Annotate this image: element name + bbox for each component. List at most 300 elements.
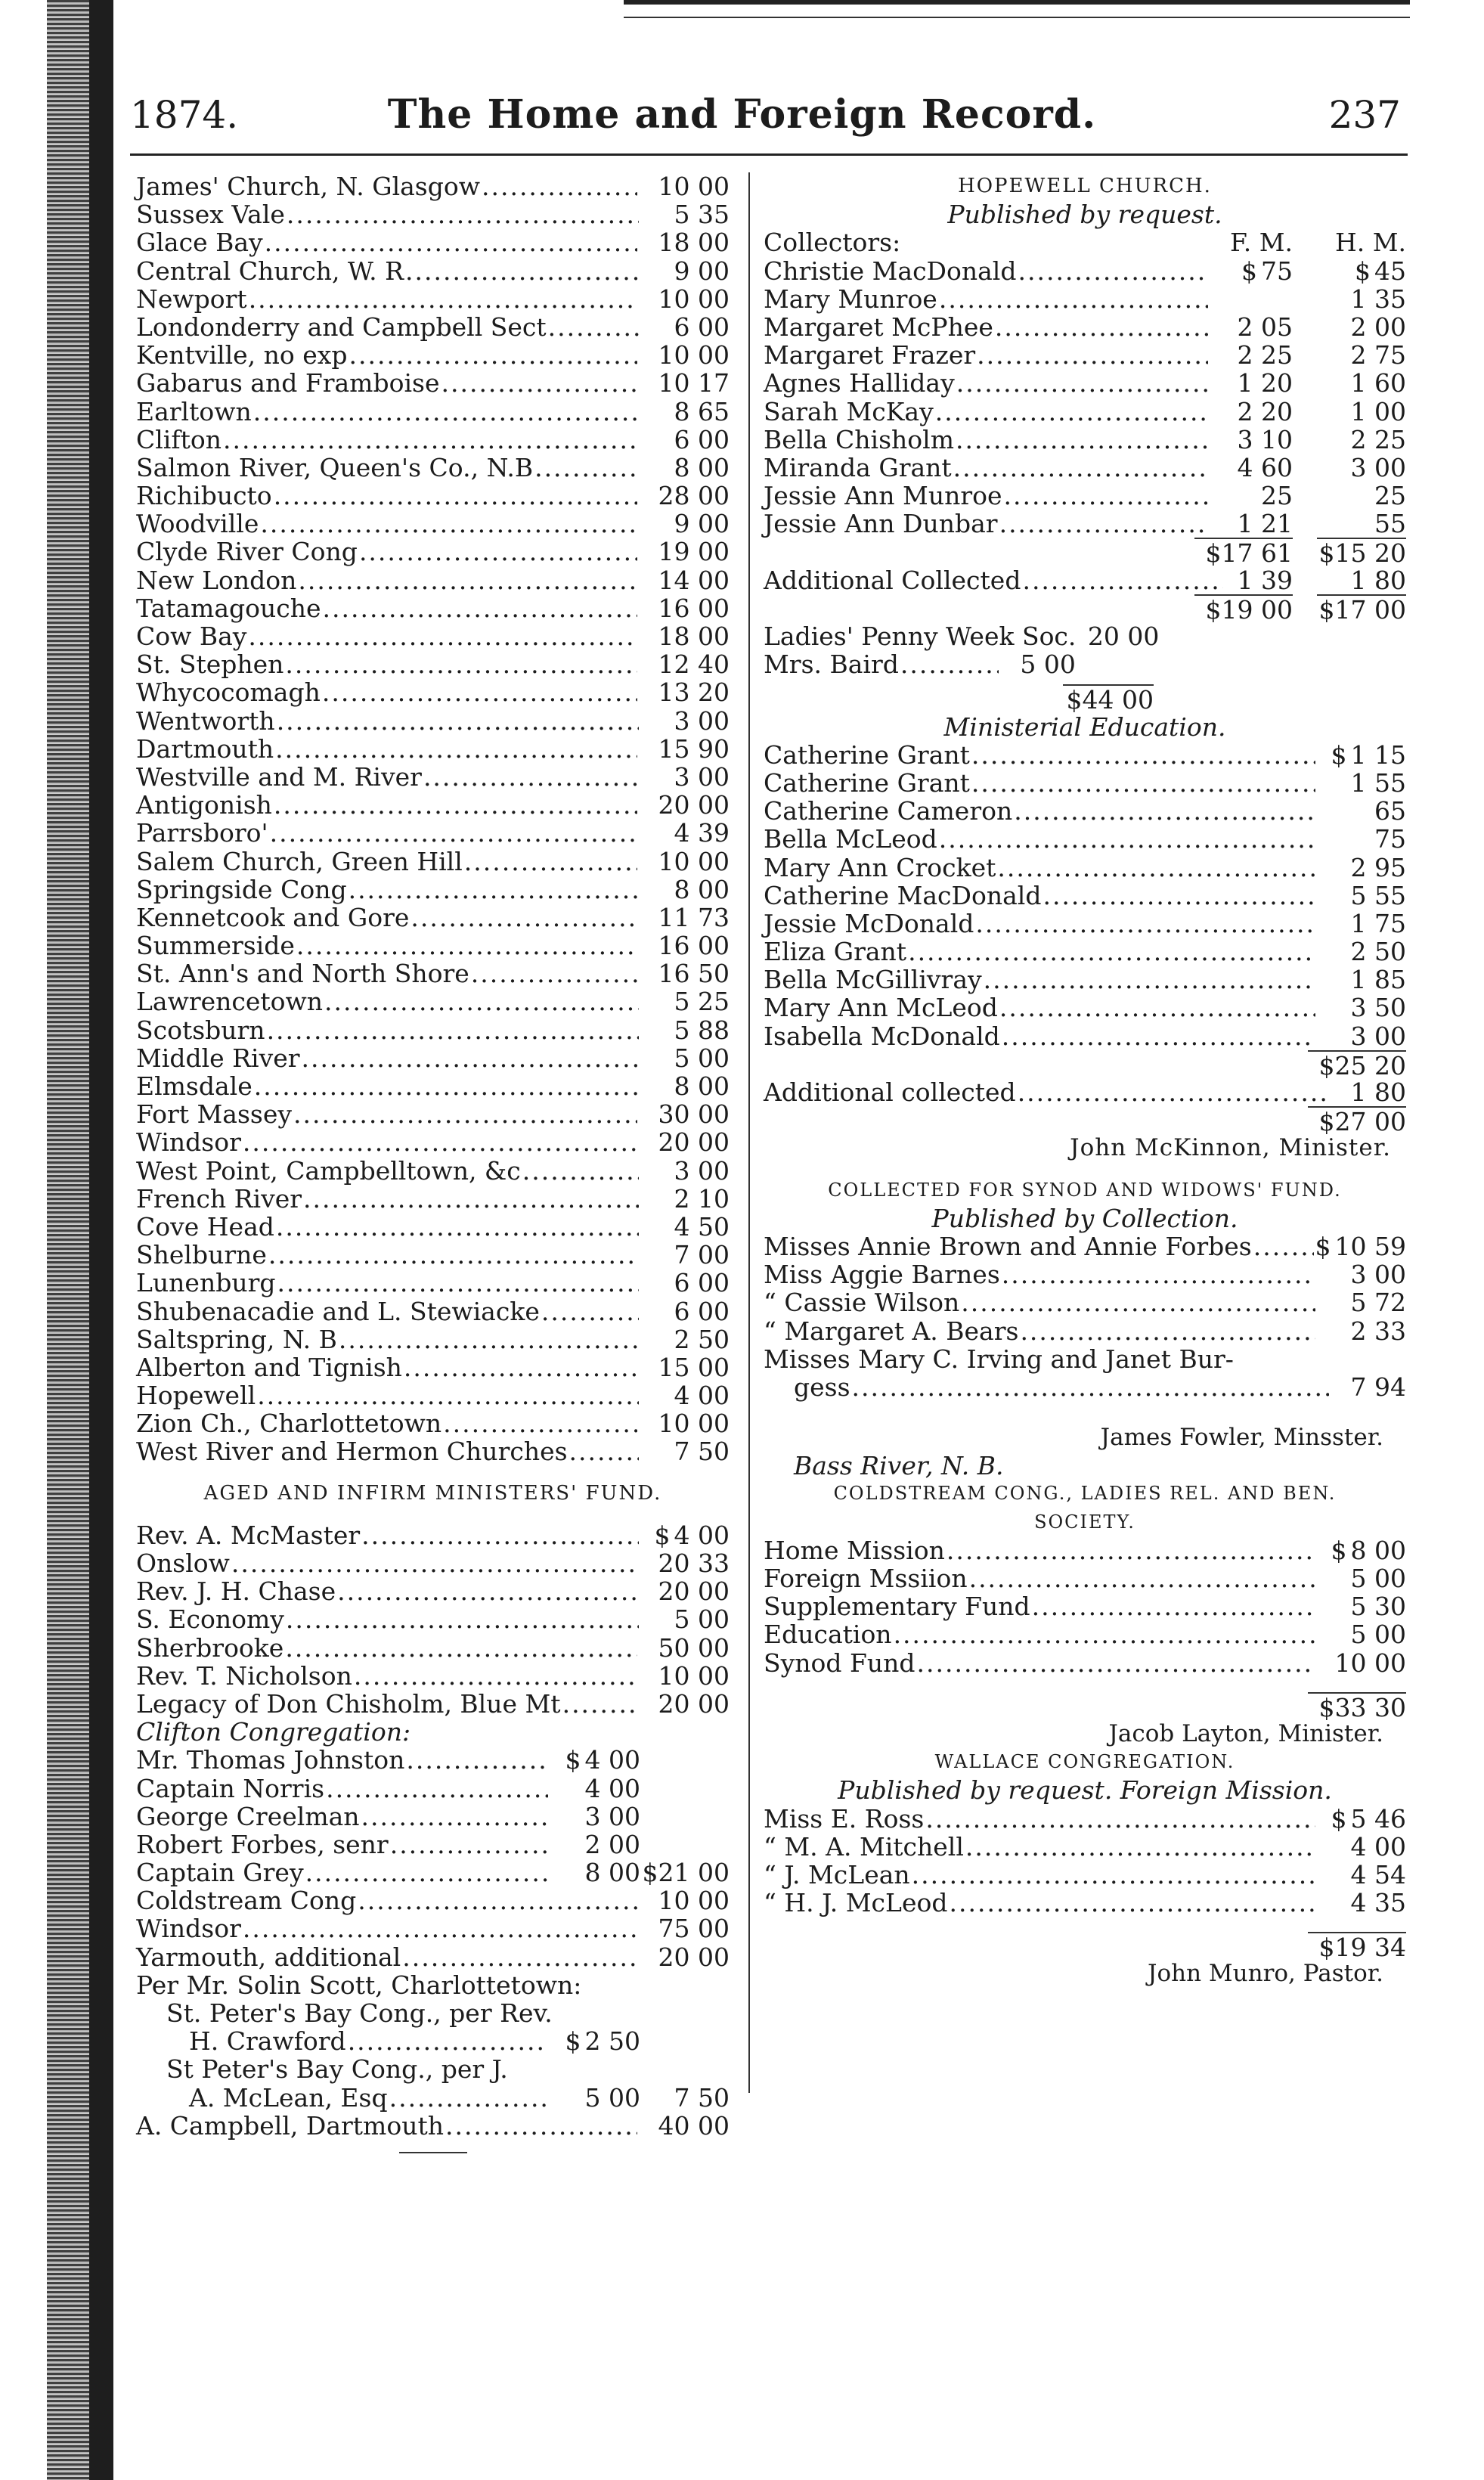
header-page-number: 237 [1328, 93, 1401, 137]
entry-amount [640, 1381, 730, 1409]
entry-amount-value: 20 00 [658, 1127, 730, 1158]
dot-leader [999, 510, 1208, 538]
spacer [1154, 684, 1406, 712]
entry-subamount [550, 1858, 640, 1886]
header-rule [130, 153, 1408, 156]
ledger-row [136, 1241, 730, 1269]
collector-hm [1293, 398, 1406, 426]
entry-name: Tatamagouche [136, 593, 321, 623]
synod-burgess-row [764, 1373, 1406, 1401]
entry-amount-value: 18 00 [658, 228, 730, 258]
entry-name: Glace Bay [136, 228, 263, 258]
entry-amount-value: 3 00 [674, 705, 730, 736]
entry-amount-value: 4 00 [674, 1381, 730, 1411]
ladies-soc-amount: 20 00 [1087, 622, 1160, 651]
collector-name: Bella Chisholm [764, 424, 955, 454]
entry-name: Captain Grey [136, 1858, 304, 1888]
ledger-row [136, 285, 730, 313]
dollar-sign: $ [654, 1520, 671, 1550]
ledger-row [136, 1831, 730, 1858]
entry-amount [639, 1690, 730, 1718]
collector-fm-value: 1 21 [1237, 509, 1293, 539]
entry-amount-value: 3 00 [674, 1155, 730, 1186]
entry-amount [1317, 1620, 1406, 1648]
dot-leader [260, 510, 639, 538]
ledger-row [136, 426, 730, 454]
collector-fm-value: 1 20 [1237, 368, 1293, 398]
ledger-row [136, 1325, 730, 1353]
campbell-row [136, 2112, 730, 2140]
entry-amount [639, 594, 730, 622]
dot-leader [354, 1662, 637, 1690]
entry-amount [1317, 1317, 1406, 1345]
collector-fm [1210, 454, 1293, 482]
collector-row [764, 341, 1406, 369]
dot-leader [339, 1325, 639, 1353]
entry-name: Windsor [136, 1127, 241, 1158]
entry-name: Shelburne [136, 1240, 267, 1270]
entry-amount-value: 10 00 [658, 172, 730, 201]
ledger-row [764, 966, 1406, 994]
clifton-list [136, 1746, 730, 1886]
dollar-sign: $ [1355, 256, 1371, 286]
entry-amount [640, 1325, 730, 1353]
aged-fund-after-list [136, 1886, 730, 1971]
entry-name: St. Ann's and North Shore [136, 959, 469, 989]
entry-amount [640, 200, 730, 228]
dot-leader [1002, 1022, 1315, 1050]
dot-leader [296, 932, 637, 959]
entry-subamount [550, 1831, 640, 1858]
ledger-row [764, 1889, 1406, 1917]
dot-leader [443, 1409, 637, 1437]
entry-name: Earltown [136, 396, 252, 426]
ledger-row [136, 200, 730, 228]
entry-name: Kentville, no exp [136, 340, 348, 370]
entry-amount [640, 1185, 730, 1213]
right-column [764, 172, 1406, 1989]
entry-amount [639, 285, 730, 313]
dot-leader [274, 482, 637, 510]
entry-amount: 7 50 [674, 2082, 730, 2113]
dot-leader [275, 735, 637, 763]
dot-leader [939, 825, 1315, 853]
entry-amount-value: 4 00 [674, 1520, 730, 1550]
collectors-header-row [764, 228, 1406, 256]
entry-amount [639, 566, 730, 594]
entry-amount [639, 1886, 730, 1914]
dot-leader [349, 876, 639, 904]
collector-fm [1210, 341, 1293, 369]
hopewell-subtotal-fm: $17 61 [1194, 538, 1293, 566]
ledger-row [136, 1185, 730, 1213]
entry-amount-value: 1 15 [1350, 739, 1406, 770]
ledger-row [136, 650, 730, 678]
entry-amount-value: 15 90 [658, 733, 730, 764]
entry-subamount [550, 1746, 640, 1774]
spacer [900, 228, 1194, 256]
entry-amount [1317, 1889, 1406, 1917]
wallace-list [764, 1805, 1406, 1917]
entry-name: Cow Bay [136, 622, 247, 651]
entry-amount [639, 1549, 730, 1577]
entry-name: Foreign Mssiion [764, 1564, 968, 1593]
dot-leader [971, 741, 1315, 769]
entry-name: West Point, Campbelltown, &c [136, 1155, 521, 1186]
ledger-row [764, 1260, 1406, 1288]
entry-name: Hopewell [136, 1381, 256, 1411]
entry-name: Bella McLeod [764, 824, 937, 854]
entry-amount-value: 8 00 [674, 874, 730, 904]
entry-name: Middle River [136, 1043, 300, 1073]
entry-amount-value: 75 [1374, 824, 1406, 854]
baird-label: Mrs. Baird [764, 649, 899, 680]
entry-amount [640, 1241, 730, 1269]
collector-row [764, 369, 1406, 397]
entry-name: Mr. Thomas Johnston [136, 1745, 405, 1775]
entry-name: Supplementary Fund [764, 1592, 1030, 1622]
collector-name: Sarah McKay [764, 396, 934, 426]
entry-amount-value: 16 00 [658, 931, 730, 961]
ledger-row [764, 1317, 1406, 1345]
entry-amount-value: 10 00 [658, 1886, 730, 1916]
entry-amount [1317, 825, 1406, 853]
entry-amount-value: 5 30 [1350, 1592, 1406, 1622]
column-end-rule [399, 2152, 467, 2153]
entry-name: Londonderry and Campbell Sect [136, 312, 547, 342]
dot-leader [1002, 1260, 1315, 1288]
entry-amount-value: 10 00 [658, 340, 730, 370]
entry-name: “ Cassie Wilson [764, 1288, 960, 1318]
ledger-row [136, 959, 730, 987]
entry-amount [1315, 1232, 1406, 1260]
entry-amount-value: 5 35 [674, 200, 730, 230]
entry-amount [639, 369, 730, 397]
entry-name: Captain Norris [136, 1773, 325, 1803]
dot-leader [935, 398, 1208, 426]
entry-amount [640, 819, 730, 847]
entry-amount-value: 1 85 [1350, 965, 1406, 995]
entry-amount [640, 398, 730, 426]
entry-amount [640, 987, 730, 1015]
entry-amount-value: 8 65 [674, 396, 730, 426]
entry-amount [640, 1044, 730, 1072]
entry-name: Summerside [136, 931, 295, 961]
collector-fm [1210, 257, 1293, 285]
dollar-sign: $ [565, 1745, 581, 1775]
dot-leader [254, 1072, 639, 1100]
spacer [764, 1401, 1406, 1424]
dot-leader [270, 819, 639, 847]
ledger-row [136, 1943, 730, 1971]
collector-row [764, 426, 1406, 454]
entry-amount [1317, 769, 1406, 797]
entry-amount-value: 5 72 [1350, 1288, 1406, 1318]
collector-hm [1293, 285, 1406, 313]
entry-name: “ Margaret A. Bears [764, 1316, 1019, 1346]
entry-amount [1317, 882, 1406, 910]
collector-fm [1210, 369, 1293, 397]
dot-leader [984, 966, 1315, 994]
ledger-row [136, 1662, 730, 1690]
entry-name: Sussex Vale [136, 200, 285, 230]
dot-leader [359, 538, 637, 566]
dot-leader [265, 228, 637, 256]
entry-amount [640, 1016, 730, 1044]
entry-amount-value: 5 00 [674, 1604, 730, 1635]
dot-leader [894, 1620, 1315, 1648]
collector-hm [1293, 510, 1406, 538]
entry-subamount [550, 2027, 640, 2055]
entry-name: Robert Forbes, senr [136, 1829, 389, 1859]
ledger-row [136, 1044, 730, 1072]
dollar-sign: $ [565, 2026, 581, 2057]
dot-leader [445, 2112, 637, 2140]
entry-amount [639, 228, 730, 256]
collector-name: Agnes Halliday [764, 368, 955, 398]
dot-leader [908, 938, 1315, 966]
entry-amount-value: 10 17 [658, 368, 730, 398]
ledger-row [764, 1592, 1406, 1620]
entry-subamount-value: 3 00 [584, 1801, 640, 1831]
dot-leader [348, 2027, 548, 2055]
dot-leader [925, 1805, 1315, 1833]
education-additional-row [764, 1078, 1406, 1106]
entry-amount-value: 6 00 [674, 1296, 730, 1326]
entry-amount-value: 5 55 [1350, 880, 1406, 910]
collector-row [764, 398, 1406, 426]
ledger-row [764, 825, 1406, 853]
baird-amount: 5 00 [1020, 649, 1076, 680]
entry-amount-value: 7 00 [674, 1240, 730, 1270]
hopewell-signature: John McKinnon, Minister. [1070, 1134, 1391, 1162]
spacer [764, 684, 1063, 712]
dot-leader [423, 763, 639, 791]
dollar-sign: $ [1331, 739, 1347, 770]
entry-name: Central Church, W. R [136, 256, 404, 286]
dot-leader [1253, 1232, 1314, 1260]
entry-name: Catherine Cameron [764, 796, 1013, 826]
dot-leader [953, 454, 1208, 482]
spacer [764, 1163, 1406, 1176]
mclean-row [136, 2084, 730, 2112]
clifton-heading: Clifton Congregation: [136, 1717, 411, 1747]
entry-amount-value: 12 40 [658, 649, 730, 680]
entry-name: H. Crawford [189, 2026, 346, 2057]
dot-leader [411, 904, 637, 932]
entry-name: Zion Ch., Charlottetown [136, 1409, 442, 1439]
dot-leader [276, 1213, 639, 1241]
dot-leader [231, 1549, 637, 1577]
collector-hm-value: 2 25 [1350, 424, 1406, 454]
entry-name: Whycocomagh [136, 677, 321, 708]
entry-amount-value: 20 33 [658, 1548, 730, 1578]
dot-leader [322, 678, 637, 706]
entry-amount [640, 1297, 730, 1325]
hopewell-heading: HOPEWELL CHURCH. [958, 175, 1212, 197]
dot-leader [285, 650, 637, 678]
collector-hm [1293, 257, 1406, 285]
wallace-signature: John Munro, Pastor. [1148, 1960, 1383, 1988]
ledger-row [136, 1016, 730, 1044]
spacer [764, 538, 1194, 566]
entry-name: Legacy of Don Chisholm, Blue Mt [136, 1688, 561, 1719]
entry-amount: $21 00 [642, 1858, 730, 1888]
entry-name: Catherine Grant [764, 767, 970, 798]
entry-amount-value: 10 00 [658, 1409, 730, 1439]
collector-hm-value: 55 [1374, 509, 1406, 539]
aged-fund-list [136, 1521, 730, 1718]
dot-leader [404, 1353, 637, 1381]
entry-name: Salmon River, Queen's Co., N.B [136, 452, 534, 482]
entry-name: Coldstream Cong [136, 1886, 357, 1916]
spacer [136, 1508, 730, 1521]
wallace-heading: WALLACE CONGREGATION. [934, 1751, 1235, 1773]
entry-name: Alberton and Tignish [136, 1352, 402, 1382]
per-line-2: St. Peter's Bay Cong., per Rev. [166, 1998, 553, 2028]
hm-column-label: H. M. [1334, 228, 1406, 258]
entry-amount [639, 848, 730, 876]
ledger-row [136, 932, 730, 959]
ledger-row [764, 882, 1406, 910]
entry-amount [1317, 966, 1406, 994]
entry-name: “ H. J. McLeod [764, 1888, 948, 1918]
collector-row [764, 510, 1406, 538]
column-divider [748, 172, 750, 2093]
entry-name: S. Economy [136, 1604, 284, 1635]
ledger-row [136, 313, 730, 341]
entry-name: Antigonish [136, 790, 272, 820]
collector-name: Margaret Frazer [764, 340, 976, 370]
entry-name: James' Church, N. Glasgow [136, 172, 480, 201]
synod-signature: James Fowler, Minsster. [1100, 1424, 1383, 1452]
ledger-row [136, 1775, 730, 1803]
ledger-row [136, 1157, 730, 1185]
ledger-row [136, 1521, 730, 1549]
synod-list [764, 1232, 1406, 1345]
collector-fm-value: 2 25 [1237, 340, 1293, 370]
entry-amount [1317, 1805, 1406, 1833]
collector-hm-value: 1 35 [1350, 284, 1406, 314]
hopewell-total-fm: $19 00 [1194, 594, 1293, 622]
ledger-row [136, 987, 730, 1015]
dot-leader [482, 172, 637, 200]
entry-amount-value: 19 00 [658, 537, 730, 567]
entry-name: Education [764, 1620, 892, 1650]
ladies-soc-label: Ladies' Penny Week Soc. [764, 622, 1077, 651]
ledger-row [136, 538, 730, 566]
dot-leader [965, 1833, 1315, 1861]
dot-leader [995, 313, 1208, 341]
entry-amount [640, 763, 730, 791]
dot-leader [243, 1914, 637, 1942]
entry-name: Springside Cong [136, 874, 347, 904]
ledger-row [136, 257, 730, 285]
entry-amount [640, 426, 730, 454]
entry-amount-value: 4 50 [674, 1211, 730, 1242]
hopewell-total-row [764, 594, 1406, 625]
ledger-row [764, 741, 1406, 769]
entry-amount [640, 1157, 730, 1185]
baird-row [764, 650, 1406, 678]
ledger-row [764, 1833, 1406, 1861]
ledger-row [136, 510, 730, 538]
entry-amount [639, 1577, 730, 1605]
entry-amount [1317, 910, 1406, 938]
dot-leader [361, 1521, 639, 1549]
dot-leader [949, 1889, 1315, 1917]
ledger-row [764, 938, 1406, 966]
synod-subheading: Published by Collection. [931, 1203, 1238, 1233]
ledger-row [136, 1381, 730, 1409]
hopewell-grand-total: $44 00 [1063, 684, 1154, 712]
ledger-row [764, 1232, 1406, 1260]
entry-amount-value: 6 00 [674, 424, 730, 454]
ledger-row [136, 2027, 730, 2055]
entry-name: Saltspring, N. B [136, 1324, 337, 1354]
entry-amount-value: 30 00 [658, 1099, 730, 1130]
collector-hm-value: 1 00 [1350, 396, 1406, 426]
dot-leader [1032, 1592, 1315, 1620]
entry-amount-value: 18 00 [658, 622, 730, 651]
entry-name: Salem Church, Green Hill [136, 846, 463, 876]
dot-leader [324, 987, 639, 1015]
collector-fm [1210, 510, 1293, 538]
entry-name: A. McLean, Esq [189, 2082, 388, 2113]
entry-amount-value: 16 00 [658, 593, 730, 623]
top-double-rule [624, 0, 1410, 18]
education-list [764, 741, 1406, 1050]
ledger-row [136, 1437, 730, 1465]
wallace-subheading: Published by request. Foreign Mission. [838, 1775, 1332, 1806]
ledger-row [136, 2112, 730, 2140]
dot-leader [939, 285, 1208, 313]
collector-fm-value: 25 [1261, 481, 1293, 511]
ledger-row [136, 1213, 730, 1241]
entry-amount-value: 6 00 [674, 312, 730, 342]
collector-hm-value: 45 [1374, 256, 1406, 286]
spacer [764, 594, 1194, 622]
entry-name: Kennetcook and Gore [136, 902, 410, 932]
ledger-row [764, 1649, 1406, 1677]
entry-amount-value: 1 55 [1350, 767, 1406, 798]
entry-amount [640, 257, 730, 285]
dot-leader [285, 1634, 637, 1662]
entry-amount-value: 5 25 [674, 987, 730, 1017]
ledger-row [136, 1100, 730, 1128]
entry-amount [1317, 1592, 1406, 1620]
entry-amount [640, 876, 730, 904]
entry-amount-value: 1 75 [1350, 908, 1406, 938]
entry-name: Westville and M. River [136, 761, 422, 792]
coldstream-total-row [764, 1692, 1406, 1720]
coldstream-list [764, 1536, 1406, 1677]
dollar-sign: $ [1331, 1535, 1347, 1565]
collectors-label: Collectors: [764, 228, 901, 258]
education-additional-amount: 1 80 [1350, 1077, 1406, 1107]
per-line-3: St Peter's Bay Cong., per J. [166, 2054, 508, 2085]
dot-leader [956, 369, 1208, 397]
entry-amount-value: 10 00 [658, 1660, 730, 1691]
collector-name: Jessie Ann Dunbar [764, 509, 998, 539]
collector-hm-value: 3 00 [1350, 452, 1406, 482]
entry-amount-value: 14 00 [658, 565, 730, 595]
ledger-row [136, 172, 730, 200]
entry-name: Rev. J. H. Chase [136, 1576, 336, 1607]
entry-amount-value: 6 00 [674, 1268, 730, 1298]
entry-amount-value: 10 00 [658, 846, 730, 876]
additional-fm: 1 39 [1237, 565, 1293, 595]
